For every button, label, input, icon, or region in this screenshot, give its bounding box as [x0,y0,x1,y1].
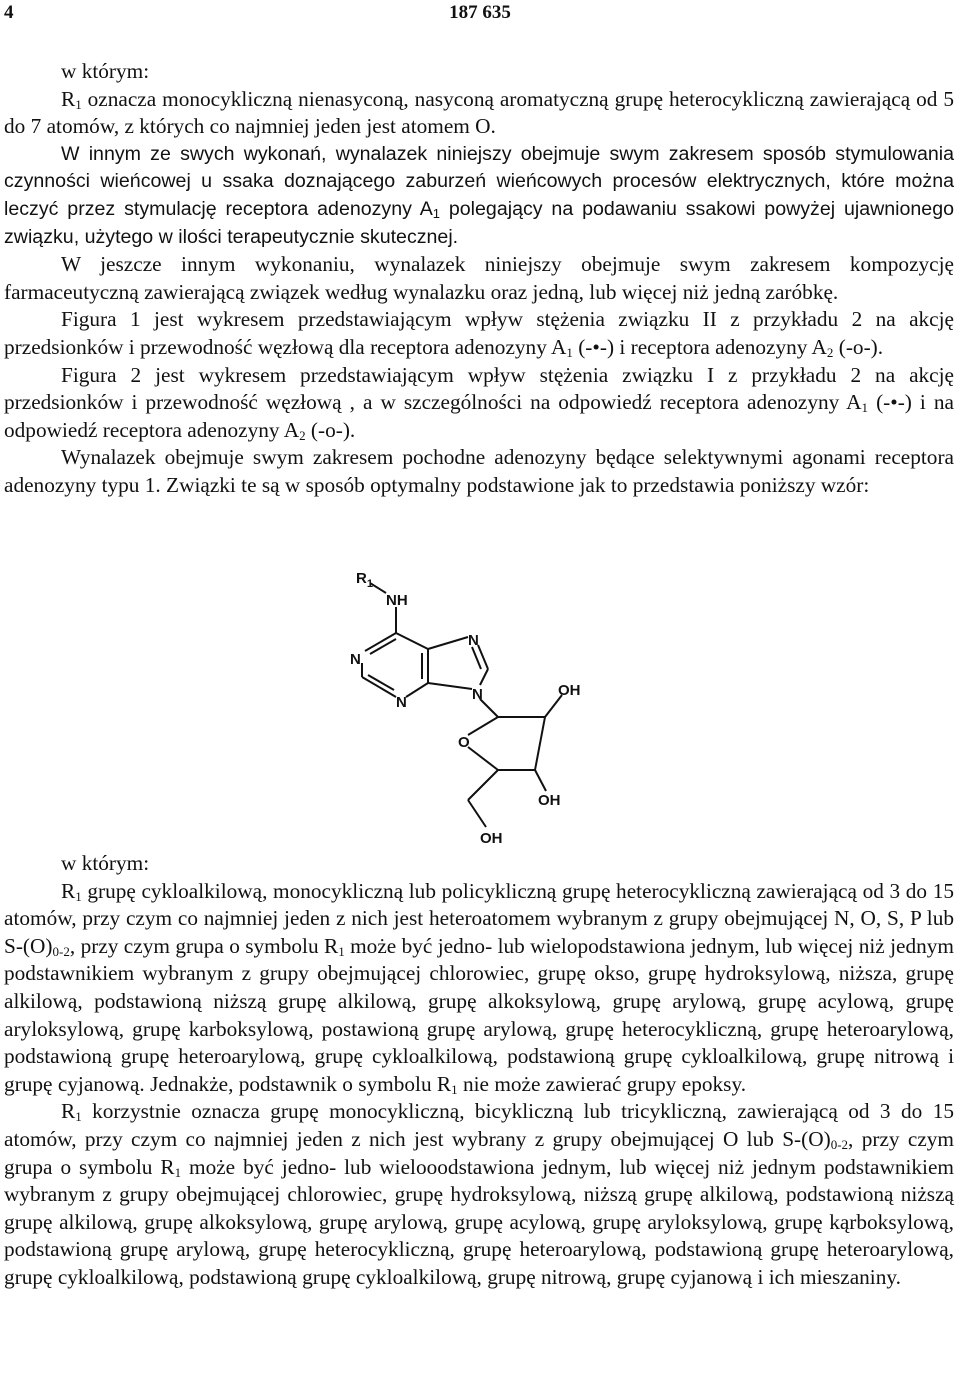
where-label: w którym: [61,59,150,83]
figure-1-description: Figura 1 jest wykresem przedstawiającym wpływ stężenia związku II z przykładu 2 na akcję przedsionków i przewodność węzłową dla receptora adenozyny $A_1$ (-•-) i receptora adenozyny $A_2$ (-o-). [4,307,954,360]
r1-preferred-definition: $R_1$ korzystnie oznacza grupę monocykliczną, bicykliczną lub tricykliczną, zawierającą od 3 do 15 atomów, przy czym co najmniej jeden z nich jest wybrany z grupy obejmującej O lub $S-(O)_{0-2}$, przy czym grupa o symbolu $R_1$ może być jedno- lub wielooodstawiona jednym, lub więcej niż jednym podstawnikiem wybranym z grupy obejmującej chlorowiec, grupę hydroksylową, niższą grupę alkilową, podstawioną niższą grupę alkilową, grupę alkoksylową, grupę arylową, grupę acylową, grupę aryloksylową, grupę kąrboksylową, podstawioną grupę arylową, grupę heterocykliczną, grupę heteroarylową, podstawioną grupę heteroarylową, grupę cykloalkilową, podstawioną grupę cykloalkilową, grupę nitrową, grupę cyjanową i ich mieszaniny. [4,1099,954,1289]
r1-substituent-definition: $R_1$ grupę cykloalkilową, monocykliczną lub policykliczną grupę heterocykliczną zawierającą od 3 do 15 atomów, przy czym co najmniej jeden z nich jest heteroatomem wybranym z grupy obejmującej N, O, S, P lub $S-(O)_{0-2}$, przy czym grupa o symbolu $R_1$ może być jedno- lub wielopodstawiona jednym, lub więcej niż jednym podstawnikiem wybranym z grupy obejmującej chlorowiec, grupę okso, grupę hydroksylową, niższa, grupę alkilową, podstawioną niższą grupę alkilową, grupę alkoksylową, grupę arylową, grupę acylową, grupę aryloksylową, grupę karboksylową, postawioną grupę arylową, grupę heterocykliczną, grupę heteroarylową, podstawioną grupę heteroarylową, grupę cykloalkilową, podstawioną grupę cykloalkilową, grupę nitrową i grupę cyjanową. Jednakże, podstawnik o symbolu $R_1$ nie może zawierać grupy epoksy. [4,878,954,1097]
n7-atom-label: N [468,632,479,649]
invention-paragraph: Wynalazek obejmuje swym zakresem pochodne adenozyny będące selektywnymi agonami receptora adenozyny typu 1. Związki te są w sposób optymalny podstawione jak to przedstawia poniższy wzór: [4,445,954,497]
n3-c4-bond [406,683,428,697]
page-number: 4 [4,2,14,23]
c5-n7-bond [428,637,468,649]
c5-c6-bond [396,633,428,649]
nh-atom-label: NH [386,592,408,609]
c2-n3-bond [362,677,396,697]
figure-2-description: Figura 2 jest wykresem przedstawiającym wpływ stężenia związku I z przykładu 2 na akcję przedsionków i przewodność węzłową , a w szczególności na odpowiedź receptora adenozyny $A_1$ (-•-) i na odpowiedź receptora adenozyny $A_2$ (-o-). [4,362,954,443]
embodiment-paragraph-2: W jeszcze innym wykonaniu, wynalazek niniejszy obejmuje swym zakresem kompozycję farmaceutyczną zawierającą związek według wynalazku oraz jedną, lub więcej niż jedną zaróbkę. [4,252,954,304]
top-text-block [4,58,954,500]
n9-c4-bond [428,683,472,689]
c4-c5prime-bond [468,770,498,800]
r1-definition: $R_1$ oznacza monocykliczną nienasyconą, nasyconą aromatyczną grupę heterocykliczną zawierającą od 5 do 7 atomów, z których co najmniej jeden jest atomem O. [4,86,954,139]
c3-oh-bond [535,770,546,791]
hydroxyl-label-1: OH [558,682,581,699]
o-c1-bond [468,717,498,735]
c8-n9-bond [480,669,488,685]
n9-atom-label: N [472,686,483,703]
embodiment-paragraph-1: W innym ze swych wykonań, wynalazek niniejszy obejmuje swym zakresem sposób stymulowania czynności wieńcowej u ssaka doznającego zaburzeń wieńcowych procesów elektrycznych, które można leczyć przez stymulację receptora adenozyny $A_1$ polegający na podawaniu ssakowi powyżej ujawnionego związku, użytego w ilości terapeutycznie skutecznej. [4,142,954,248]
c4-o-bond [468,747,498,770]
where-label-2: w którym: [61,851,150,875]
patent-number: 187 635 [449,2,511,23]
hydroxyl-label-2: OH [538,792,561,809]
n1-atom-label: N [350,651,361,668]
adenosine-structure-diagram [340,565,610,850]
hydroxyl-label-3: OH [480,830,503,847]
n3-atom-label: N [396,694,407,711]
ribose-oxygen-label: O [458,734,470,751]
r1-atom-label: $R_1$ [356,570,373,590]
c5prime-oh-bond [468,800,486,827]
bottom-text-block [4,850,954,1292]
c2-c3-bond [535,717,545,770]
